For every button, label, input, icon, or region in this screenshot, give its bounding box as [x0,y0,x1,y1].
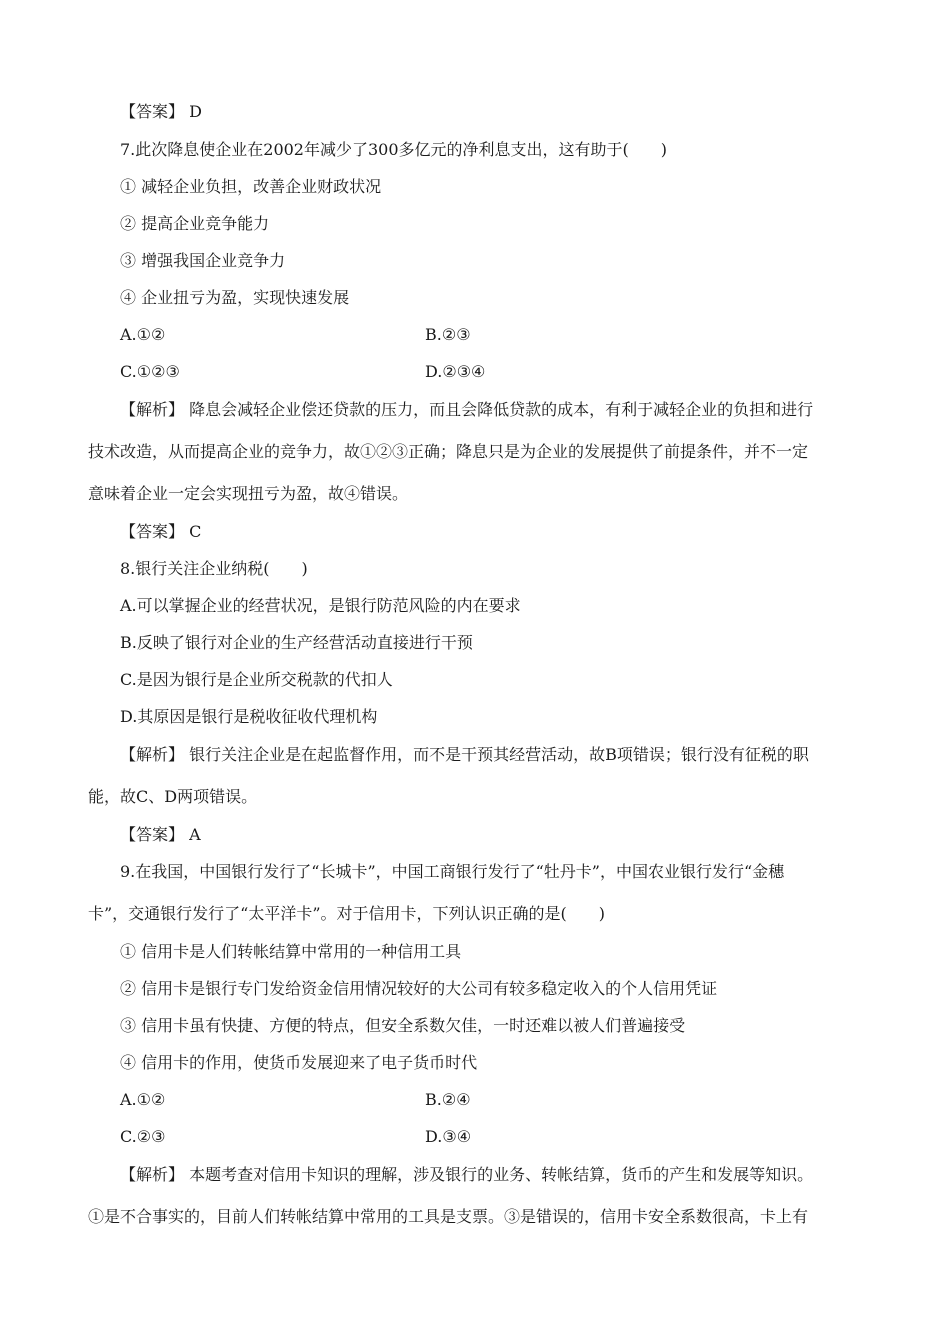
q7-item-2: ② 提高企业竞争能力 [120,214,270,233]
q7-option-c: C.①②③ [120,362,180,381]
q7-option-a: A.①② [120,325,166,344]
q9-option-d: D.③④ [425,1127,472,1146]
q9-item-4: ④ 信用卡的作用，使货币发展迎来了电子货币时代 [120,1053,478,1072]
q7-answer: 【答案】 C [120,522,202,541]
q7-option-b: B.②③ [425,325,471,344]
q7-analysis-line-1: 【解析】 降息会减轻企业偿还贷款的压力，而且会降低贷款的成本，有利于减轻企业的负担和进行 [120,400,814,419]
q8-analysis-line-1: 【解析】 银行关注企业是在起监督作用，而不是干预其经营活动，故B项错误；银行没有征税的职 [120,745,809,764]
q9-analysis-line-2: ①是不合事实的，目前人们转帐结算中常用的工具是支票。③是错误的，信用卡安全系数很高，卡上有 [88,1207,809,1226]
q9-option-b: B.②④ [425,1090,471,1109]
q8-answer: 【答案】 A [120,825,201,844]
q7-analysis-line-3: 意味着企业一定会实现扭亏为盈，故④错误。 [88,484,409,503]
q6-answer: 【答案】 D [120,102,202,121]
q9-stem-line-1: 9.在我国，中国银行发行了“长城卡”，中国工商银行发行了“牡丹卡”，中国农业银行发行“金穗 [120,862,785,881]
q8-analysis-line-2: 能，故C、D两项错误。 [88,787,258,806]
q9-analysis-line-1: 【解析】 本题考查对信用卡知识的理解，涉及银行的业务、转帐结算，货币的产生和发展等知识。 [120,1165,814,1184]
q9-option-a: A.①② [120,1090,166,1109]
q7-option-d: D.②③④ [425,362,486,381]
q8-option-b: B.反映了银行对企业的生产经营活动直接进行干预 [120,633,473,652]
q9-stem-line-2: 卡”，交通银行发行了“太平洋卡”。对于信用卡，下列认识正确的是( ) [88,904,606,923]
q8-option-d: D.其原因是银行是税收征收代理机构 [120,707,378,726]
q7-analysis-line-2: 技术改造，从而提高企业的竞争力，故①②③正确；降息只是为企业的发展提供了前提条件，并不一定 [88,442,809,461]
q7-item-1: ① 减轻企业负担，改善企业财政状况 [120,177,382,196]
q9-item-1: ① 信用卡是人们转帐结算中常用的一种信用工具 [120,942,462,961]
q9-item-3: ③ 信用卡虽有快捷、方便的特点，但安全系数欠佳，一时还难以被人们普遍接受 [120,1016,686,1035]
q7-item-3: ③ 增强我国企业竞争力 [120,251,286,270]
q8-option-a: A.可以掌握企业的经营状况，是银行防范风险的内在要求 [120,596,521,615]
q9-option-c: C.②③ [120,1127,166,1146]
q7-stem: 7.此次降息使企业在2002年减少了300多亿元的净利息支出，这有助于( ) [120,140,668,159]
q8-stem: 8.银行关注企业纳税( ) [120,559,308,578]
q8-option-c: C.是因为银行是企业所交税款的代扣人 [120,670,393,689]
q7-item-4: ④ 企业扭亏为盈，实现快速发展 [120,288,350,307]
q9-item-2: ② 信用卡是银行专门发给资金信用情况较好的大公司有较多稳定收入的个人信用凭证 [120,979,718,998]
